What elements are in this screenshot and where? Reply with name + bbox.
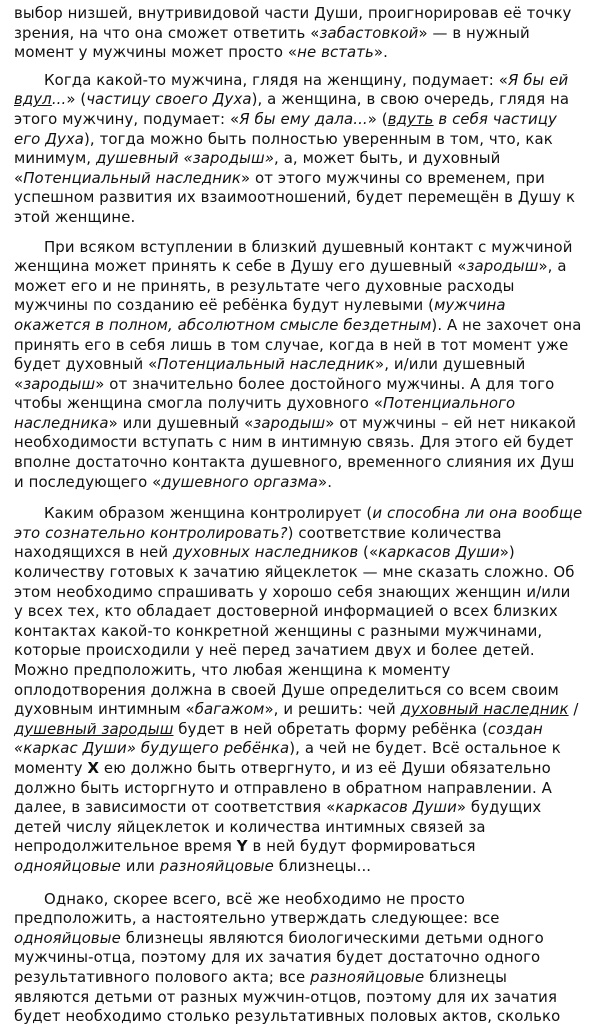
text-run: ). А не захочет она принять его в себя лишь в том случае, когда в ней в тот момент уже будет духовный « [14,315,582,374]
text-run: каркасов Души [378,543,500,562]
text-run: При всяком вступлении в близкий душевный контакт с мужчиной женщина может принять к себе в Душу его душевный « [14,237,573,276]
text-run: ». [373,43,388,62]
text-run: ), а женщина, в свою очередь, глядя на этого мужчину, подумает: « [14,90,570,128]
text-run: разнояйцовые [310,967,425,986]
text-run: / [568,700,579,719]
text-run: », а может его и не принять, в результате чего духовные расходы мужчины по созданию её ребёнка будут нулевыми ( [14,257,567,315]
text-run: » будущих детей числу яйцеклеток и количества интимных связей за непродолжительное время [14,798,542,856]
text-run: Когда какой-то мужчина, глядя на женщину, подумает: « [44,70,508,89]
document-page [14,0,584,1035]
text-run: близнецы... [273,856,372,875]
text-run: вдул [14,90,52,109]
text-run: » или душевный « [108,413,254,432]
text-run: будет в ней обретать форму ребёнка ( [173,719,488,738]
text-run: близнецы являются детьми от разных мужчин-отцов, поэтому для их зачатия будет необходимо столько результативных половых актов, сколько [14,967,561,1026]
text-run: ». [318,472,333,491]
text-run: выбор низшей, внутривидовой части Души, проигнорировав её точку зрения, на что она сможет ответить « [14,4,572,42]
text-run: » от этого мужчины со временем, при успешном развития их взаимоотношений, будет перемещён в Душу к этой женщине. [14,168,576,226]
text-run: и способна ли она вообще это сознательно контролировать? [14,504,583,542]
text-run: » ( [66,90,87,109]
text-run: ею должно быть отвергнуто, и из её Души обязательно должно быть исторгнуто и отправлено в обратном направлении. А далее, в зависимости от соответствия « [14,758,552,817]
text-run: частицу своего Духа [86,90,252,109]
text-run: однояйцовые [14,928,121,947]
paragraph-5 [14,890,584,1027]
text-run: », и/или душевный « [14,355,526,393]
text-run: духовный наследник [400,700,569,719]
text-run: X [87,758,100,777]
text-run: багажом [194,700,265,719]
text-run: » от значительно более достойного мужчины. А для того чтобы женщина смогла получить духовного « [14,374,555,413]
text-run: Однако, скорее всего, всё же необходимо не просто предположить, а настоятельно утверждать следующее: все [14,889,500,928]
text-run: в себя частицу его Духа [14,109,557,148]
text-run: вдуть [387,109,434,128]
text-run: зародыш [253,413,326,432]
text-run: близнецы являются биологическими детьми одного мужчины-отца, поэтому для их зачатия будет достаточно одного результативного полового акта; все [14,928,544,986]
paragraph-4 [14,504,584,876]
text-run: разнояйцовые [159,856,274,875]
text-run: душевный зародыш [14,719,174,738]
text-run: Потенциальный наследник [157,355,376,374]
text-run: Потенциального наследника [14,394,516,432]
text-run: зародыш [23,374,96,393]
text-run: , а, может быть, и духовный « [14,149,501,187]
text-run: Потенциальный наследник [23,168,241,187]
text-run: душевный «зародыш» [95,149,275,168]
paragraph-3 [14,238,584,493]
text-run: забастовкой [319,23,419,42]
text-run: в ней будут формироваться [247,837,476,856]
text-run: » — в нужный момент у мужчины может просто « [14,23,530,62]
text-run: душевного оргазма [161,472,319,491]
text-run: ), а чей не будет. Всё остальное к моменту [14,739,561,777]
text-run: Я бы ей [507,70,569,89]
text-run: духовных наследников [173,543,359,562]
paragraph-2 [14,71,584,228]
text-run: или [120,856,160,875]
text-run: ) соответствие количества находящихся в ней [14,523,502,562]
text-run: Каким образом женщина контролирует ( [44,504,373,523]
text-run: » ( [367,109,388,128]
text-run: » от мужчины – ей нет никакой необходимости вступать с ним в интимную связь. Для этого ей будет вполне достаточно контакта душевного, временного слияния их Душ и последующего « [14,413,577,491]
text-run: ), тогда можно быть полностью уверенным в том, что, как минимум, [14,129,553,168]
text-run: ... [51,90,67,109]
text-run: (« [358,543,379,562]
paragraph-1 [14,4,584,63]
text-run: Я бы ему дала... [239,109,368,128]
text-run: каркасов Души [335,798,457,817]
text-run: создан «каркас Души» будущего ребёнка [14,719,543,758]
text-run: однояйцовые [14,856,121,875]
text-run: мужчина окажется в полном, абсолютном смысле бездетным [14,296,506,334]
text-run: Y [236,837,248,856]
text-run: зародыш [466,257,539,276]
text-run: не встать [297,43,374,62]
text-run: ») количеству готовых к зачатию яйцеклеток — мне сказать сложно. Об этом необходимо спрашивать у хорошо себя знающих женщин и/или у всех тех, кто обладает достоверной информацией о всех близких контактах какой-то конкретной женщины с разными мужчинами, которые происходили у неё перед зачатием двух и более детей. Можно предположить, что любая женщина к моменту оплодотворения должна в своей Душе определиться со всем своим духовным интимным « [14,543,575,719]
text-run: », и решить: чей [264,700,401,719]
